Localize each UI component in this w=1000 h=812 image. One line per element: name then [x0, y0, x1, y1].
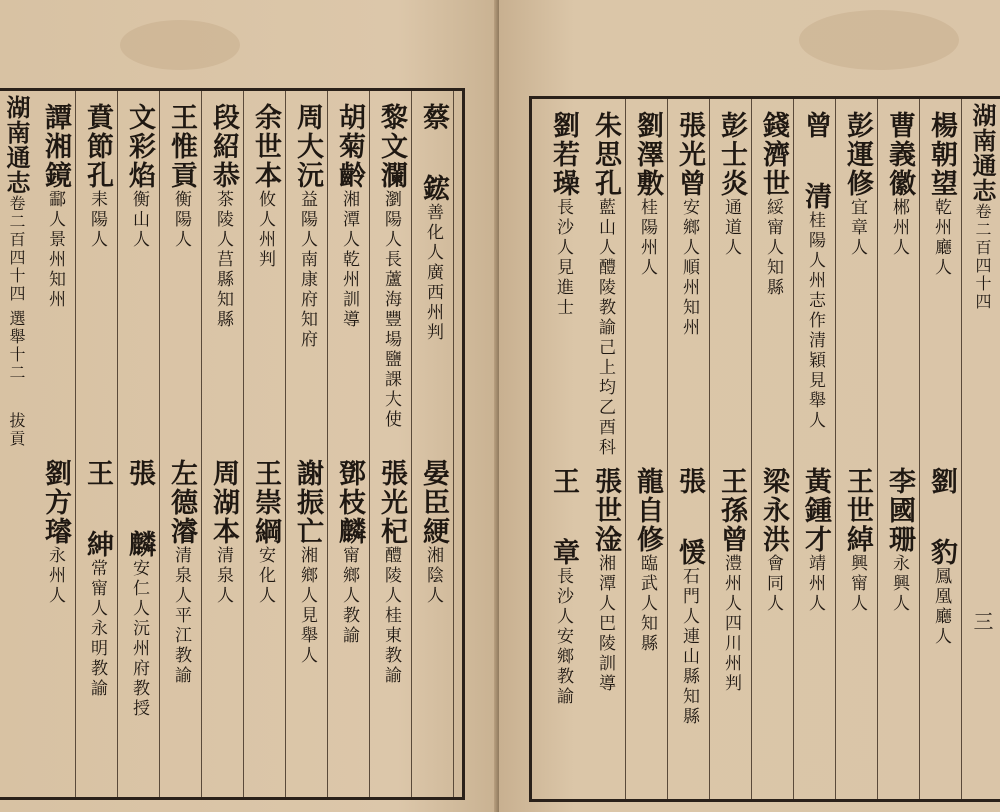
person-note: 綏甯人知縣	[763, 198, 783, 298]
entry	[414, 103, 452, 343]
person-note: 桂陽州人	[637, 198, 657, 278]
entry	[162, 459, 200, 686]
person-name-2: 清	[800, 182, 831, 211]
book-title: 湖南通志	[2, 95, 31, 195]
person-name: 王崇綱	[250, 459, 281, 546]
entry	[754, 467, 792, 614]
person-note: 常甯人永明教諭	[87, 559, 107, 699]
entry	[712, 467, 750, 694]
person-name-2: 章	[548, 538, 579, 567]
person-name: 余世本	[250, 103, 281, 190]
right-col-9	[584, 99, 626, 799]
person-note: 湘鄉人見舉人	[297, 546, 317, 666]
person-note: 湘潭人乾州訓導	[339, 190, 359, 330]
person-note: 鳳凰廳人	[931, 567, 951, 647]
left-col-3	[328, 91, 370, 797]
person-name-2: 麟	[124, 530, 155, 559]
person-note: 通道人	[721, 198, 741, 258]
person-note: 宜章人	[847, 198, 867, 258]
entry	[78, 459, 116, 699]
person-name: 劉澤敷	[632, 111, 663, 198]
left-col-6	[202, 91, 244, 797]
person-name: 謝振亡	[292, 459, 323, 546]
person-name: 王	[548, 467, 579, 496]
entry	[880, 467, 918, 614]
left-col-9	[76, 91, 118, 797]
entry	[838, 467, 876, 614]
entry	[628, 467, 666, 654]
entry	[246, 103, 284, 270]
entry	[628, 111, 666, 278]
person-note: 衡陽人	[171, 190, 191, 250]
person-note: 長沙人見進士	[553, 198, 573, 318]
entry	[670, 111, 708, 338]
person-note: 益陽人南康府知府	[297, 190, 317, 350]
person-note: 興甯人	[847, 554, 867, 614]
right-col-10	[542, 99, 584, 799]
left-col-1	[412, 91, 454, 797]
entry	[288, 459, 326, 666]
left-header-column	[0, 95, 36, 448]
right-col-7	[668, 99, 710, 799]
person-name: 彭士炎	[716, 111, 747, 198]
left-col-2	[370, 91, 412, 797]
person-note: 桂陽人州志作清穎見舉人	[805, 211, 825, 431]
entry	[78, 103, 116, 250]
entry	[586, 111, 624, 458]
entry	[544, 467, 582, 707]
person-note: 清泉人	[213, 546, 233, 606]
person-note: 安化人	[255, 546, 275, 606]
person-note: 會同人	[763, 554, 783, 614]
left-col-4	[286, 91, 328, 797]
person-name: 王惟貢	[166, 103, 197, 190]
person-note: 石門人連山縣知縣	[679, 567, 699, 727]
person-name: 錢濟世	[758, 111, 789, 198]
person-name-2: 紳	[82, 530, 113, 559]
entry	[880, 111, 918, 258]
person-name: 譚湘鏡	[40, 103, 71, 190]
right-col-6	[710, 99, 752, 799]
page-number: 三	[970, 611, 994, 633]
person-name: 鄧枝麟	[334, 459, 365, 546]
person-note: 醴陵人桂東教諭	[381, 546, 401, 686]
person-note: 長沙人安鄉教諭	[553, 567, 573, 707]
person-name: 王	[82, 459, 113, 488]
person-name: 段紹恭	[208, 103, 239, 190]
entry	[838, 111, 876, 258]
left-col-5	[244, 91, 286, 797]
entry	[670, 467, 708, 727]
person-note: 安鄉人順州知州	[679, 198, 699, 338]
entry	[372, 103, 410, 430]
paper-stain	[799, 10, 959, 70]
person-note: 湘陰人	[423, 546, 443, 606]
entry	[330, 103, 368, 330]
volume-label: 卷二百四十四	[973, 203, 992, 311]
person-name: 彭運修	[842, 111, 873, 198]
person-name: 張	[124, 459, 155, 488]
person-note: 安仁人沅州府教授	[129, 559, 149, 719]
volume-label: 卷二百四十四 選舉十二	[7, 195, 26, 383]
person-name: 劉方璿	[40, 459, 71, 546]
person-name: 朱思孔	[590, 111, 621, 198]
entry	[586, 467, 624, 694]
person-name: 賁節孔	[82, 103, 113, 190]
entry	[120, 459, 158, 719]
person-note: 瀏陽人長蘆海豐場鹽課大使	[381, 190, 401, 430]
folio-label: 拔貢	[7, 412, 26, 449]
entry	[372, 459, 410, 686]
person-note: 郴州人	[889, 198, 909, 258]
person-name: 王孫曾	[716, 467, 747, 554]
book-title: 湖南通志	[968, 103, 997, 203]
person-name: 曾	[800, 111, 831, 140]
person-note: 攸人州判	[255, 190, 275, 270]
paper-stain	[120, 20, 240, 70]
entry	[204, 459, 242, 606]
person-name: 周大沅	[292, 103, 323, 190]
entry	[796, 111, 834, 431]
person-name-2: 鋐	[418, 174, 449, 203]
person-note: 酃人景州知州	[45, 190, 65, 310]
person-name: 文彩焰	[124, 103, 155, 190]
left-col-10	[34, 91, 76, 797]
person-name: 胡菊齡	[334, 103, 365, 190]
person-name: 張	[674, 467, 705, 496]
entry	[754, 111, 792, 298]
person-name: 曹義徽	[884, 111, 915, 198]
person-name: 晏臣綆	[418, 459, 449, 546]
right-page	[499, 0, 1000, 812]
person-note: 藍山人醴陵教諭己上均乙酉科	[595, 198, 615, 458]
entry	[162, 103, 200, 250]
entry	[544, 111, 582, 318]
person-note: 耒陽人	[87, 190, 107, 250]
person-note: 茶陵人莒縣知縣	[213, 190, 233, 330]
person-note: 甯鄉人教諭	[339, 546, 359, 646]
left-col-7	[160, 91, 202, 797]
person-name: 黎文瀾	[376, 103, 407, 190]
right-col-4	[794, 99, 836, 799]
person-note: 乾州廳人	[931, 198, 951, 278]
left-page	[0, 0, 497, 812]
right-page-frame	[529, 96, 1000, 802]
person-note: 永州人	[45, 546, 65, 606]
person-name: 張世淦	[590, 467, 621, 554]
entry	[120, 103, 158, 250]
person-name: 張光杞	[376, 459, 407, 546]
entry	[288, 103, 326, 350]
person-name-2: 愋	[674, 538, 705, 567]
entry	[330, 459, 368, 646]
person-name: 王世綽	[842, 467, 873, 554]
person-name: 劉若璪	[548, 111, 579, 198]
person-name: 劉	[926, 467, 957, 496]
left-page-frame	[0, 88, 465, 800]
right-col-3	[836, 99, 878, 799]
entry	[36, 459, 74, 606]
right-col-8	[626, 99, 668, 799]
entry	[36, 103, 74, 310]
entry	[414, 459, 452, 606]
entry	[922, 467, 960, 647]
entry	[712, 111, 750, 258]
person-name: 蔡	[418, 103, 449, 132]
right-col-2	[878, 99, 920, 799]
person-name: 龍自修	[632, 467, 663, 554]
entry	[246, 459, 284, 606]
right-col-1	[920, 99, 962, 799]
person-note: 澧州人四川州判	[721, 554, 741, 694]
person-note: 衡山人	[129, 190, 149, 250]
person-note: 善化人廣西州判	[423, 203, 443, 343]
person-name: 楊朝望	[926, 111, 957, 198]
person-name: 黃鍾才	[800, 467, 831, 554]
person-name: 左德濬	[166, 459, 197, 546]
right-header-column	[962, 103, 1000, 633]
person-name: 李國珊	[884, 467, 915, 554]
person-note: 臨武人知縣	[637, 554, 657, 654]
person-name-2: 豹	[926, 538, 957, 567]
entry	[796, 467, 834, 614]
right-col-5	[752, 99, 794, 799]
entry	[922, 111, 960, 278]
person-note: 永興人	[889, 554, 909, 614]
person-name: 梁永洪	[758, 467, 789, 554]
person-note: 靖州人	[805, 554, 825, 614]
left-col-8	[118, 91, 160, 797]
person-note: 清泉人平江教諭	[171, 546, 191, 686]
person-note: 湘潭人巴陵訓導	[595, 554, 615, 694]
person-name: 周湖本	[208, 459, 239, 546]
person-name: 張光曾	[674, 111, 705, 198]
entry	[204, 103, 242, 330]
